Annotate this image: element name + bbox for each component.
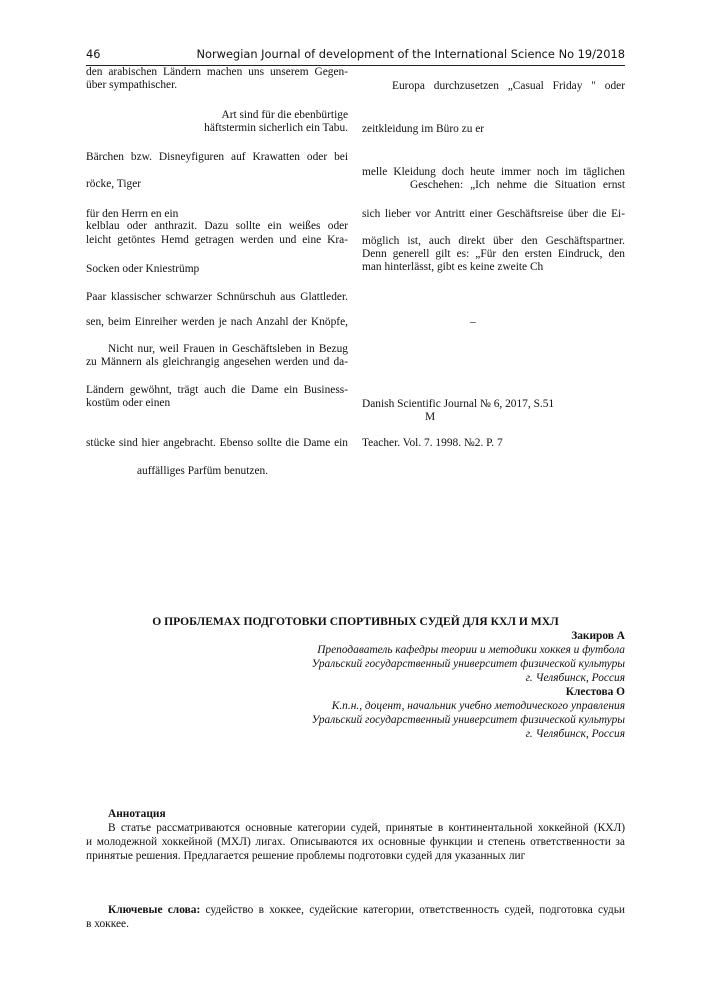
left-text-line: sen, beim Einreiher werden je nach Anzahl der Knöpfe, bbox=[86, 316, 348, 328]
left-text-line: Art sind für die ebenbürtige bbox=[221, 109, 348, 121]
left-text-line: den arabischen Ländern machen uns unserem Gegen- bbox=[86, 66, 348, 78]
author-name: Закиров А bbox=[571, 630, 625, 642]
author-city: г. Челябинск, Россия bbox=[525, 728, 625, 740]
keywords-label: Ключевые слова: bbox=[108, 904, 201, 916]
left-text-line: Nicht nur, weil Frauen in Geschäftsleben in Bezug bbox=[108, 343, 348, 355]
left-text-line: über sympathischer. bbox=[86, 79, 178, 91]
abstract-line: принятые решения. Предлагается решение проблемы подготовки судей для указанных лиг bbox=[86, 850, 526, 862]
abstract-line: В статье рассматриваются основные категории судей, принятые в континентальной хоккейной (КХЛ) bbox=[108, 822, 625, 834]
left-text-line: Bärchen bzw. Disneyfiguren auf Krawatten oder bei bbox=[86, 151, 348, 163]
right-text-dash: – bbox=[470, 316, 476, 328]
author-position: Преподаватель кафедры теории и методики хоккея и футбола bbox=[317, 644, 625, 656]
keywords bbox=[86, 903, 625, 931]
right-text-line: Geschehen: „Ich nehme die Situation ernst bbox=[410, 179, 625, 191]
author-city: г. Челябинск, Россия bbox=[525, 672, 625, 684]
left-text-line: kostüm oder einen bbox=[86, 397, 171, 409]
right-text-line: sich lieber vor Antritt einer Geschäftsreise über die Ei- bbox=[362, 208, 625, 220]
right-text-line: M bbox=[425, 411, 436, 423]
journal-title: Norwegian Journal of development of the International Science No 19/2018 bbox=[196, 47, 625, 61]
abstract-heading: Аннотация bbox=[108, 808, 166, 820]
left-text-line: kelblau oder anthrazit. Dazu sollte ein weißes oder bbox=[86, 220, 348, 232]
left-text-line: häftstermin sicherlich ein Tabu. bbox=[204, 122, 348, 134]
keywords-line bbox=[86, 903, 625, 917]
right-text-line: Danish Scientific Journal № 6, 2017, S.51 bbox=[362, 398, 555, 410]
abstract-line: и молодежной хоккейной (МХЛ) лигах. Описываются их основные функции и степень ответственности за bbox=[86, 836, 625, 848]
right-text-line: zeitkleidung im Büro zu er bbox=[362, 123, 485, 135]
left-text-line: Ländern gewöhnt, trägt auch die Dame ein Business- bbox=[86, 384, 348, 396]
author-position: К.п.н., доцент, начальник учебно методического управления bbox=[331, 700, 625, 712]
right-text-line: man hinterlässt, gibt es keine zweite Ch bbox=[362, 261, 544, 273]
page-number: 46 bbox=[86, 47, 101, 61]
author-university: Уральский государственный университет физической культуры bbox=[311, 714, 625, 726]
left-text-line: leicht getöntes Hemd getragen werden und eine Kra- bbox=[86, 234, 348, 246]
keywords-line: в хоккее. bbox=[86, 918, 129, 930]
right-text-line: Denn generell gilt es: „Für den ersten Eindruck, den bbox=[362, 248, 625, 260]
left-text-line: zu Männern als gleichrangig angesehen werden und da- bbox=[86, 356, 348, 368]
right-text-line: Teacher. Vol. 7. 1998. №2. P. 7 bbox=[362, 437, 503, 449]
abstract bbox=[86, 807, 625, 863]
right-text-line: melle Kleidung doch heute immer noch im täglichen bbox=[362, 166, 625, 178]
left-text-line: auffälliges Parfüm benutzen. bbox=[137, 465, 269, 477]
left-text-line: für den Herrn en ein bbox=[86, 208, 179, 220]
left-text-line: Socken oder Kniestrümp bbox=[86, 263, 200, 275]
left-text-line: stücke sind hier angebracht. Ebenso sollte die Dame ein bbox=[86, 437, 348, 449]
author-name: Клестова О bbox=[565, 686, 625, 698]
left-text-line: Paar klassischer schwarzer Schnürschuh aus Glattleder. bbox=[86, 291, 348, 303]
running-header bbox=[86, 47, 625, 66]
article-title: О ПРОБЛЕМАХ ПОДГОТОВКИ СПОРТИВНЫХ СУДЕЙ ДЛЯ КХЛ И МХЛ bbox=[152, 615, 559, 628]
keywords-text: судейство в хоккее, судейские категории, ответственность судей, подготовка судьи bbox=[200, 904, 625, 916]
left-text-line: röcke, Tiger bbox=[86, 178, 142, 190]
author-university: Уральский государственный университет физической культуры bbox=[311, 658, 625, 670]
right-text-line: Europa durchzusetzen „Casual Friday " oder bbox=[392, 80, 625, 92]
right-text-line: möglich ist, auch direkt über den Geschäftspartner. bbox=[362, 235, 625, 247]
